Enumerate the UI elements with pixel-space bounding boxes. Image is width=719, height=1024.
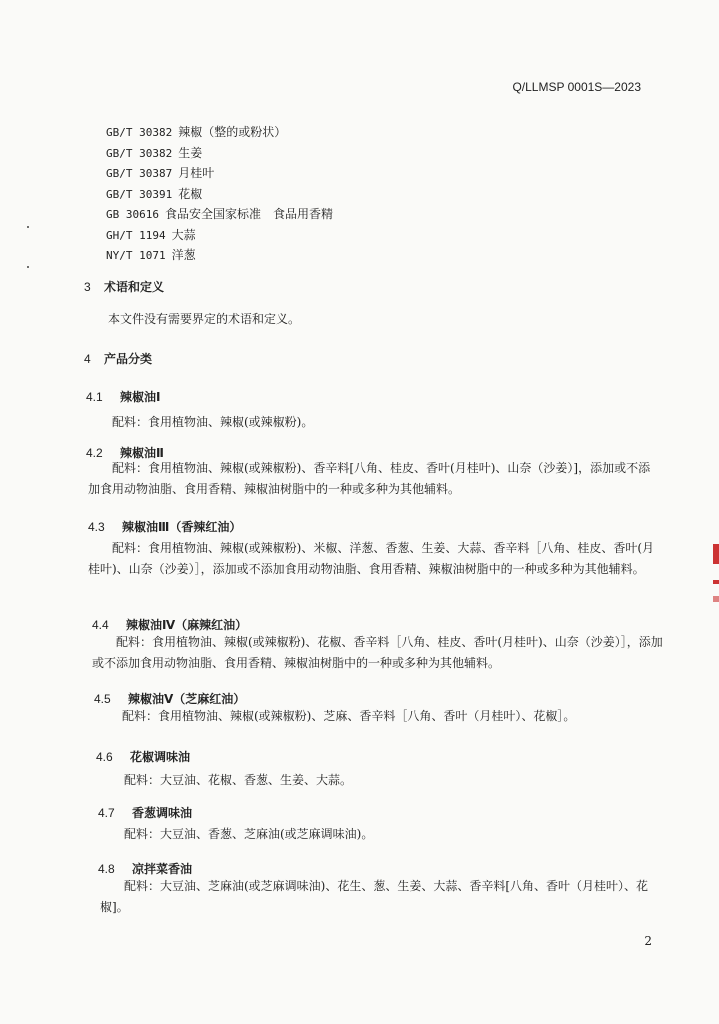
reference-name: 花椒 <box>178 186 203 201</box>
reference-name: 生姜 <box>178 145 203 160</box>
reference-list <box>106 122 333 266</box>
reference-item <box>106 143 333 164</box>
reference-item <box>106 225 333 246</box>
reference-item <box>106 122 333 143</box>
subsection-body: 配料：食用植物油、辣椒(或辣椒粉)、芝麻、香辛料［八角、香叶（月桂叶）、花椒］。 <box>122 709 576 723</box>
subsection-body: 配料：食用植物油、辣椒(或辣椒粉)。 <box>112 415 314 429</box>
section-title: 术语和定义 <box>104 280 165 294</box>
section-heading <box>84 350 152 367</box>
subsection-title: 香葱调味油 <box>132 806 193 820</box>
reference-item <box>106 163 333 184</box>
subsection-heading <box>92 616 247 633</box>
reference-name: 月桂叶 <box>178 166 215 180</box>
scan-edge-mark <box>713 544 719 564</box>
reference-name: 辣椒（整的或粉状） <box>178 125 287 139</box>
section-title: 产品分类 <box>104 352 153 366</box>
section-body: 本文件没有需要界定的术语和定义。 <box>108 312 301 326</box>
subsection-title: 花椒调味油 <box>130 750 191 764</box>
subsection-heading <box>88 518 241 535</box>
subsection-title: 辣椒油Ⅳ（麻辣红油） <box>126 618 248 632</box>
subsection-heading <box>98 860 192 877</box>
scan-speck <box>27 266 29 268</box>
reference-code: GB/T 30387 <box>106 167 173 180</box>
subsection-number: 4.5 <box>94 692 111 706</box>
subsection-title: 辣椒油Ⅲ（香辣红油） <box>122 520 242 534</box>
subsection-title: 辣椒油Ⅴ（芝麻红油） <box>128 692 246 706</box>
reference-name: 洋葱 <box>171 248 196 262</box>
subsection-body: 配料：大豆油、芝麻油(或芝麻调味油)、花生、葱、生姜、大蒜、香辛料[八角、香叶（月桂叶）、花椒]。 <box>100 879 649 914</box>
subsection-number: 4.4 <box>92 618 109 632</box>
reference-code: GH/T 1194 <box>106 228 166 242</box>
reference-code: GB/T 30382 <box>106 146 173 160</box>
subsection-heading <box>94 690 245 707</box>
section-heading <box>84 278 164 295</box>
section-number: 4 <box>84 352 91 366</box>
subsection-number: 4.7 <box>98 806 115 820</box>
reference-item <box>106 245 333 266</box>
reference-item <box>106 204 333 225</box>
subsection-number: 4.6 <box>96 750 113 764</box>
standard-code: Q/LLMSP 0001S—2023 <box>512 80 641 94</box>
scan-edge-mark <box>713 596 719 602</box>
subsection-number: 4.8 <box>98 862 115 876</box>
page-number: 2 <box>644 934 652 948</box>
subsection-body: 配料：大豆油、香葱、芝麻油(或芝麻调味油)。 <box>124 827 374 841</box>
subsection-title: 辣椒油Ⅱ <box>120 446 164 460</box>
scan-edge-mark <box>713 580 719 584</box>
subsection-heading <box>96 748 190 765</box>
reference-code: GB/T 30391 <box>106 187 173 201</box>
subsection-body: 配料：大豆油、花椒、香葱、生姜、大蒜。 <box>124 773 353 787</box>
subsection-body: 配料：食用植物油、辣椒(或辣椒粉)、花椒、香辛料［八角、桂皮、香叶(月桂叶)、山奈（沙姜）］，添加或不添加食用动物油脂、食用香精、辣椒油树脂中的一种或多种为其他辅料。 <box>92 635 663 670</box>
reference-item <box>106 184 333 205</box>
subsection-title: 凉拌菜香油 <box>132 862 193 876</box>
section-number: 3 <box>84 280 91 294</box>
subsection-title: 辣椒油Ⅰ <box>120 390 161 404</box>
subsection-heading <box>98 804 192 821</box>
reference-code: NY/T 1071 <box>106 249 166 262</box>
scan-speck <box>27 226 29 228</box>
subsection-number: 4.1 <box>86 390 103 404</box>
reference-name: 大蒜 <box>171 227 196 242</box>
subsection-body: 配料：食用植物油、辣椒(或辣椒粉)、香辛料[八角、桂皮、香叶(月桂叶)、山奈（沙姜）]，添加或不添加食用动物油脂、食用香精、辣椒油树脂中的一种或多种为其他辅料。 <box>88 461 651 496</box>
subsection-number: 4.2 <box>86 446 103 460</box>
reference-name: 食品安全国家标准 食品用香精 <box>164 207 333 221</box>
subsection-heading <box>86 388 160 405</box>
subsection-body: 配料：食用植物油、辣椒(或辣椒粉)、米椒、洋葱、香葱、生姜、大蒜、香辛料［八角、桂皮、香叶(月桂叶)、山奈（沙姜）］，添加或不添加食用动物油脂、食用香精、辣椒油树脂中的一种或多种为其他辅料。 <box>88 541 655 576</box>
subsection-number: 4.3 <box>88 520 105 534</box>
reference-code: GB 30616 <box>106 208 159 221</box>
reference-code: GB/T 30382 <box>106 126 173 139</box>
